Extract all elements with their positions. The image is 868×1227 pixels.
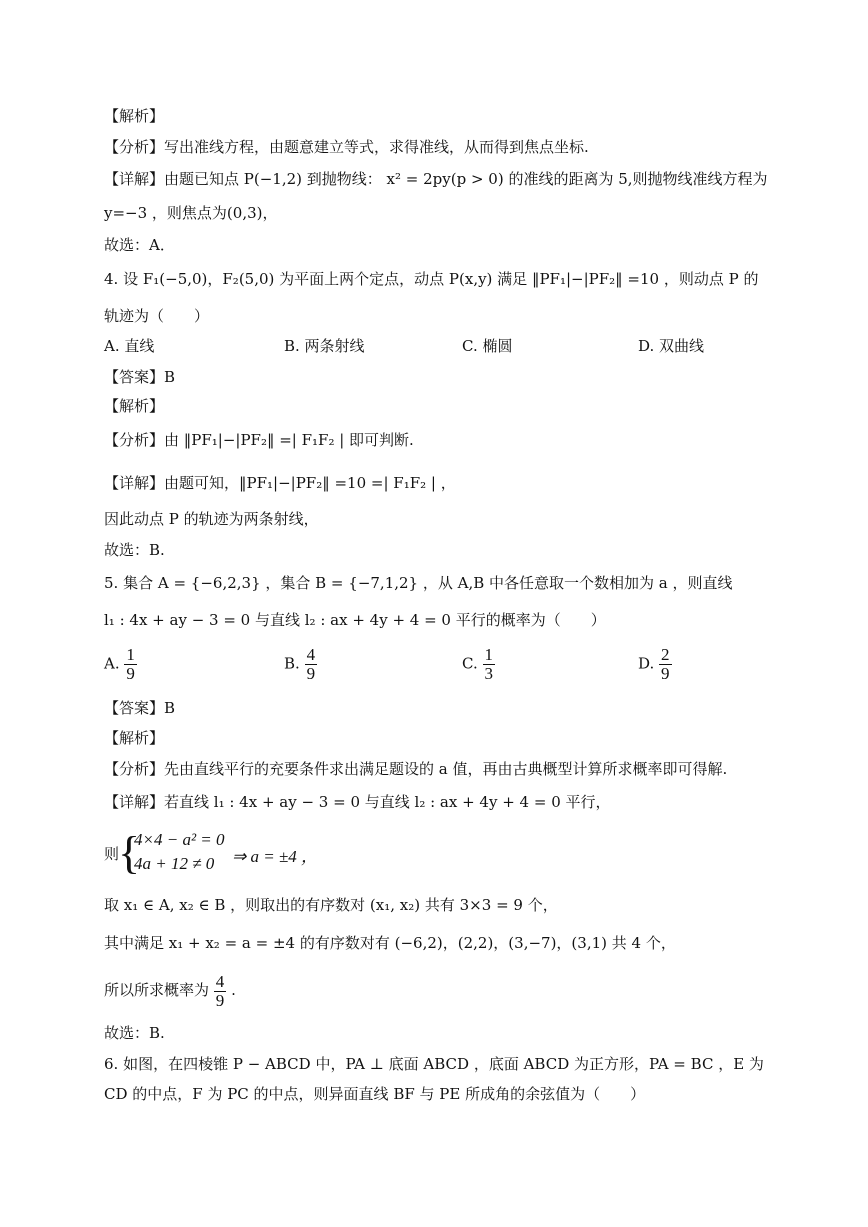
q4-jiexi-heading: 【解析】 <box>104 397 165 415</box>
q5-option-d <box>638 646 672 683</box>
q5-probability-fraction <box>214 973 227 1010</box>
q4-option-d: D. 双曲线 <box>638 337 705 355</box>
q6-stem-line1: 6. 如图，在四棱锥 P − ABCD 中，PA ⊥ 底面 ABCD ，底面 ABCD 为正方形，PA = BC ，E 为 <box>104 1055 764 1073</box>
q5-probability-line <box>104 970 236 1010</box>
q5-option-d-fraction <box>659 646 672 683</box>
q5-system-result: ⇒ a = ±4 ， <box>232 847 319 866</box>
q5-detail: 【详解】若直线 l₁ : 4x + ay − 3 = 0 与直线 l₂ : ax + 4y + 4 = 0 平行， <box>104 793 611 811</box>
q5-probability-period: . <box>231 981 236 999</box>
q4-option-c: C. 椭圆 <box>462 337 513 355</box>
q5-option-b-label: B. <box>284 654 300 673</box>
q4-analysis: 【分析】由 ‖PF₁|−|PF₂‖ =| F₁F₂ | 即可判断. <box>104 431 414 449</box>
q5-system-brace: { <box>118 827 141 878</box>
q4-detail: 【详解】由题可知，‖PF₁|−|PF₂‖ =10 =| F₁F₂ | ， <box>104 474 456 492</box>
q5-stem-line2: l₁ : 4x + ay − 3 = 0 与直线 l₂ : ax + 4y + 4 = 0 平行的概率为（ ） <box>104 611 606 629</box>
q5-probability-den: 9 <box>215 990 225 1010</box>
q3-analysis: 【分析】写出准线方程，由题意建立等式，求得准线，从而得到焦点坐标. <box>104 138 589 156</box>
q5-system-row1: 4×4 − a² = 0 <box>134 830 225 849</box>
q5-system-prefix: 则 <box>104 845 120 863</box>
q4-option-b: B. 两条射线 <box>284 337 365 355</box>
q5-option-a-den: 9 <box>126 664 135 683</box>
q5-option-b-den: 9 <box>306 664 316 683</box>
q5-sample-space: 取 x₁ ∈ A, x₂ ∈ B ，则取出的有序数对 (x₁, x₂) 共有 3×3 = 9 个， <box>104 896 558 914</box>
q3-choice: 故选：A． <box>104 236 175 254</box>
q5-option-d-label: D. <box>638 654 655 673</box>
q5-probability-num: 4 <box>215 971 225 991</box>
q4-stem-line2: 轨迹为（ ） <box>104 307 210 325</box>
q5-probability-text: 所以所求概率为 <box>104 981 210 999</box>
q5-option-c-num: 1 <box>484 645 493 664</box>
q3-detail-line1: 【详解】由题已知点 P(−1,2) 到抛物线： x² = 2py(p > 0) 的准线的距离为 5,则抛物线准线方程为 <box>104 170 768 188</box>
q3-detail-line2: y=−3 ，则焦点为(0,3)， <box>104 204 278 222</box>
q5-stem-line1: 5. 集合 A = {−6,2,3} ，集合 B = {−7,1,2} ，从 A,B 中各任意取一个数相加为 a ，则直线 <box>104 574 733 592</box>
q5-jiexi-heading: 【解析】 <box>104 729 165 747</box>
q5-option-c-label: C. <box>462 654 478 673</box>
q5-analysis: 【分析】先由直线平行的充要条件求出满足题设的 a 值，再由古典概型计算所求概率即可得解. <box>104 760 728 778</box>
q6-stem-line2: CD 的中点，F 为 PC 的中点，则异面直线 BF 与 PE 所成角的余弦值为（ ） <box>104 1085 646 1103</box>
q5-option-b-num: 4 <box>306 645 316 664</box>
q4-stem-line1: 4. 设 F₁(−5,0)，F₂(5,0) 为平面上两个定点，动点 P(x,y) 满足 ‖PF₁|−|PF₂‖ =10 ，则动点 P 的 <box>104 270 759 288</box>
q5-system-row2: 4a + 12 ≠ 0 <box>134 854 215 873</box>
q4-option-a: A. 直线 <box>104 337 155 355</box>
q5-option-b <box>284 646 317 683</box>
q5-option-a-fraction <box>124 646 137 683</box>
q5-option-d-num: 2 <box>661 645 670 664</box>
q5-answer: 【答案】B <box>104 699 176 717</box>
q5-option-d-den: 9 <box>661 664 670 683</box>
q5-choice: 故选：B. <box>104 1024 165 1042</box>
q5-option-c <box>462 646 495 683</box>
q5-option-b-fraction <box>305 646 318 683</box>
q5-option-a-label: A. <box>104 654 120 673</box>
q5-option-c-fraction <box>483 646 496 683</box>
q5-favorable-pairs: 其中满足 x₁ + x₂ = a = ±4 的有序数对有 (−6,2)，(2,2)，(3,−7)，(3,1) 共 4 个， <box>104 934 676 952</box>
q3-jiexi-heading: 【解析】 <box>104 107 165 125</box>
q5-option-a <box>104 646 137 683</box>
q5-option-c-den: 3 <box>484 664 493 683</box>
q4-choice: 故选：B. <box>104 541 165 559</box>
q5-option-a-num: 1 <box>126 645 135 664</box>
q4-detail-line2: 因此动点 P 的轨迹为两条射线， <box>104 510 319 528</box>
q4-answer: 【答案】B <box>104 368 176 386</box>
